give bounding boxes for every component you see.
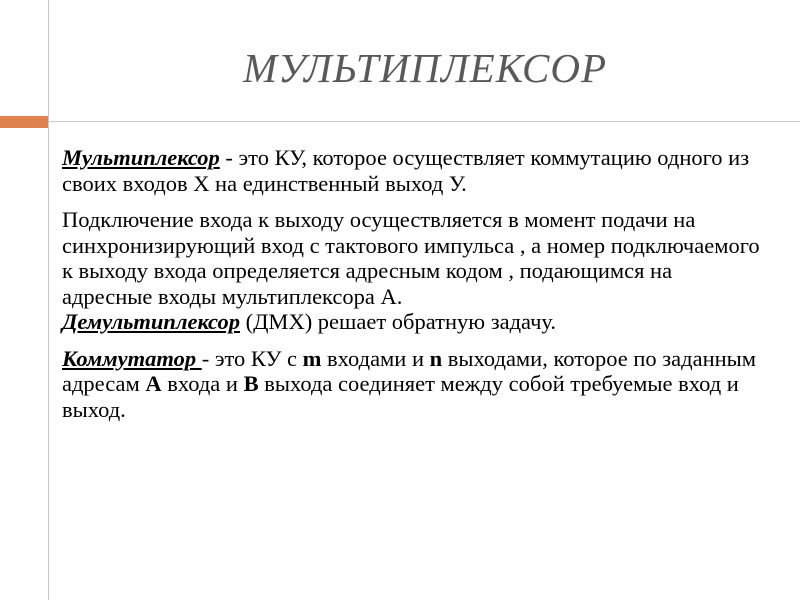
- inputs-symbol-m: m: [302, 345, 322, 371]
- commutator-text-1: - это КУ с: [201, 345, 303, 371]
- term-demultiplexer: Демультиплексор: [62, 309, 240, 334]
- paragraph-connection: [62, 207, 762, 309]
- slide-title: МУЛЬТИПЛЕКСОР: [242, 45, 608, 91]
- demultiplexer-definition: (ДМХ) решает обратную задачу.: [239, 309, 557, 334]
- slide-body: [62, 145, 762, 422]
- commutator-text-3: выходами, которое по заданным адресам: [62, 345, 757, 396]
- address-symbol-b: В: [243, 371, 259, 396]
- paragraph-multiplexer: [62, 145, 762, 196]
- paragraph-commutator: [62, 346, 762, 423]
- outputs-symbol-n: n: [429, 345, 443, 371]
- commutator-text-5: выхода соединяет между собой требуемые вход и выход.: [62, 371, 739, 422]
- commutator-text-2: входами и: [321, 345, 430, 371]
- accent-bar: [0, 116, 48, 128]
- term-commutator: Коммутатор: [62, 345, 202, 371]
- connection-text: Подключение входа к выходу осуществляется в момент подачи на синхронизирующий вход с тактового импульса , а номер подключаемого к выходу входа определяется адресным кодом , подающимся на адресные входы мультиплексора А.: [62, 207, 760, 309]
- horizontal-divider: [49, 121, 800, 122]
- term-multiplexer: Мультиплексор: [62, 145, 220, 170]
- vertical-divider: [48, 0, 49, 600]
- paragraph-demultiplexer: [62, 309, 762, 335]
- multiplexer-definition: - это КУ, которое осуществляет коммутацию одного из своих входов Х на единственный выход У.: [62, 145, 750, 196]
- commutator-text-4: входа и: [161, 371, 244, 396]
- address-symbol-a: А: [145, 371, 162, 396]
